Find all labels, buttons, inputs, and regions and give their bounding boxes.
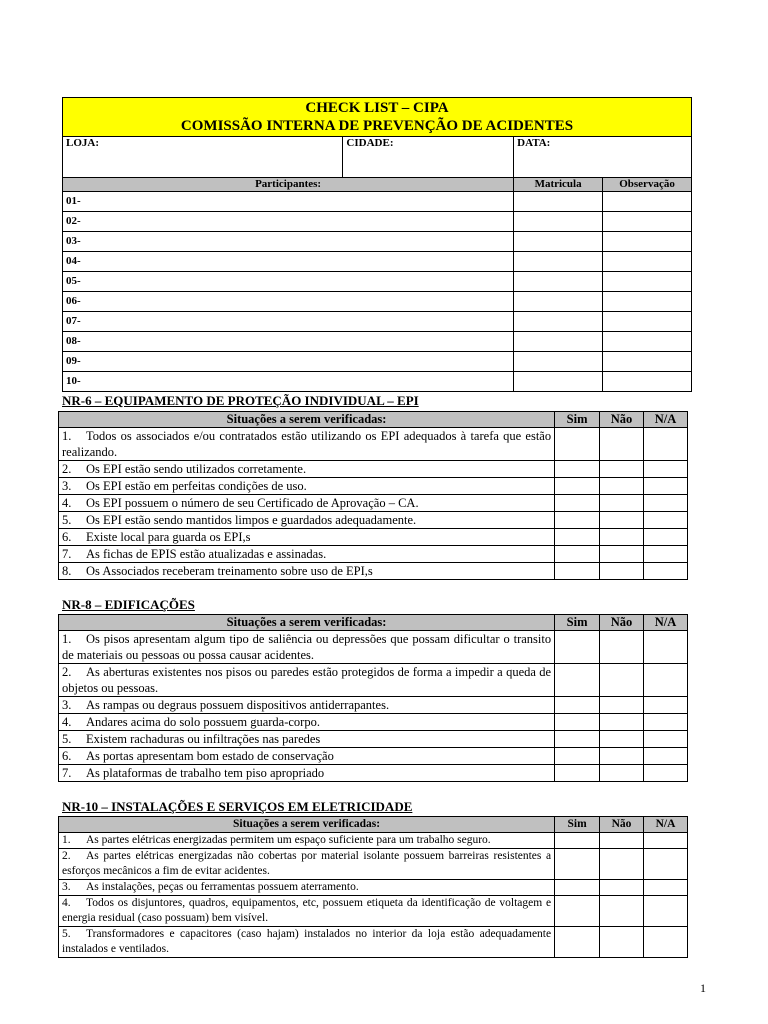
checklist-item <box>59 714 555 731</box>
checklist-item <box>59 631 555 664</box>
participant-number: 05- <box>66 275 81 287</box>
checklist-table-nr8 <box>58 614 688 782</box>
item-number: 7. <box>62 766 72 780</box>
checklist-row <box>59 428 688 461</box>
participant-name-field[interactable] <box>63 372 514 392</box>
checklist-row <box>59 697 688 714</box>
checklist-item <box>59 512 555 529</box>
item-number: 5. <box>62 513 72 527</box>
sim-cell[interactable] <box>555 563 600 580</box>
checklist-row <box>59 478 688 495</box>
participant-row <box>63 252 692 272</box>
observacao-field[interactable] <box>603 292 692 312</box>
checklist-row <box>59 748 688 765</box>
item-text: As fichas de EPIS estão atualizadas e assinadas. <box>86 547 327 561</box>
sim-cell[interactable] <box>555 428 600 461</box>
checklist-row <box>59 849 688 880</box>
item-text: Existem rachaduras ou infiltrações nas paredes <box>86 732 321 746</box>
sim-cell[interactable] <box>555 664 600 697</box>
checklist-table-nr10 <box>58 816 688 958</box>
observacao-header: Observação <box>603 178 692 192</box>
item-text: Os EPI estão sendo utilizados corretamente. <box>86 462 307 476</box>
na-cell[interactable] <box>644 748 688 765</box>
na-cell[interactable] <box>644 880 688 896</box>
item-number: 3. <box>62 881 71 893</box>
nao-cell[interactable] <box>600 478 644 495</box>
checklist-item <box>59 748 555 765</box>
sim-cell[interactable] <box>555 697 600 714</box>
item-text: As aberturas existentes nos pisos ou paredes estão protegidos de forma a impedir a queda de objetos ou pessoas. <box>62 665 552 695</box>
checklist-item <box>59 428 555 461</box>
sim-cell[interactable] <box>555 714 600 731</box>
section-heading-nr6: NR-6 – EQUIPAMENTO DE PROTEÇÃO INDIVIDUAL – EPI <box>62 393 419 408</box>
sim-cell[interactable] <box>555 896 600 927</box>
nao-header: Não <box>600 615 644 631</box>
na-cell[interactable] <box>644 546 688 563</box>
sim-cell[interactable] <box>555 833 600 849</box>
item-number: 7. <box>62 547 72 561</box>
na-cell[interactable] <box>644 849 688 880</box>
participants-list <box>63 192 692 392</box>
title-line-2: COMISSÃO INTERNA DE PREVENÇÃO DE ACIDENTES <box>180 118 574 134</box>
checklist-item <box>59 529 555 546</box>
participant-row <box>63 192 692 212</box>
sim-cell[interactable] <box>555 849 600 880</box>
participant-row <box>63 292 692 312</box>
na-cell[interactable] <box>644 833 688 849</box>
checklist-item <box>59 461 555 478</box>
checklist-row <box>59 664 688 697</box>
nao-header: Não <box>600 412 644 428</box>
na-header: N/A <box>644 615 688 631</box>
nao-cell[interactable] <box>600 731 644 748</box>
participant-number: 10- <box>66 375 81 387</box>
participant-name-field[interactable] <box>63 232 514 252</box>
checklist-row <box>59 765 688 782</box>
checklist-item <box>59 833 555 849</box>
observacao-field[interactable] <box>603 332 692 352</box>
item-text: As rampas ou degraus possuem dispositivos antiderrapantes. <box>86 698 390 712</box>
situacoes-header: Situações a serem verificadas: <box>59 817 555 833</box>
participant-name-field[interactable] <box>63 332 514 352</box>
matricula-field[interactable] <box>514 312 603 332</box>
na-cell[interactable] <box>644 631 688 664</box>
participant-number: 07- <box>66 315 81 327</box>
nao-cell[interactable] <box>600 748 644 765</box>
item-number: 4. <box>62 496 72 510</box>
checklist-items-nr8 <box>59 631 688 782</box>
participant-row <box>63 212 692 232</box>
matricula-field[interactable] <box>514 292 603 312</box>
na-cell[interactable] <box>644 529 688 546</box>
na-cell[interactable] <box>644 478 688 495</box>
participant-name-field[interactable] <box>63 212 514 232</box>
checklist-row <box>59 546 688 563</box>
checklist-row <box>59 495 688 512</box>
item-number: 3. <box>62 479 72 493</box>
checklist-row <box>59 529 688 546</box>
sim-cell[interactable] <box>555 631 600 664</box>
item-number: 2. <box>62 462 72 476</box>
nao-cell[interactable] <box>600 631 644 664</box>
observacao-field[interactable] <box>603 352 692 372</box>
item-number: 5. <box>62 928 71 940</box>
checklist-row <box>59 927 688 958</box>
sim-cell[interactable] <box>555 546 600 563</box>
nao-cell[interactable] <box>600 546 644 563</box>
na-cell[interactable] <box>644 563 688 580</box>
participant-row <box>63 232 692 252</box>
checklist-item <box>59 664 555 697</box>
participant-row <box>63 312 692 332</box>
na-cell[interactable] <box>644 765 688 782</box>
item-text: As partes elétricas energizadas não cobertas por material isolante possuem barreiras resistentes a esforços mecânicos a fim de evitar acidentes. <box>62 850 552 877</box>
na-header: N/A <box>644 817 688 833</box>
participant-name-field[interactable] <box>63 292 514 312</box>
na-cell[interactable] <box>644 461 688 478</box>
observacao-field[interactable] <box>603 212 692 232</box>
na-cell[interactable] <box>644 697 688 714</box>
item-number: 4. <box>62 897 71 909</box>
item-text: Os pisos apresentam algum tipo de saliência ou depressões que possam dificultar o transito de materiais ou pessoas ou possa causar acidentes. <box>62 632 552 662</box>
na-cell[interactable] <box>644 714 688 731</box>
nao-cell[interactable] <box>600 512 644 529</box>
data-field[interactable] <box>514 137 692 178</box>
nao-cell[interactable] <box>600 896 644 927</box>
item-number: 4. <box>62 715 72 729</box>
item-number: 1. <box>62 429 72 443</box>
item-text: Todos os associados e/ou contratados estão utilizando os EPI adequados à tarefa que estão realizando. <box>62 429 552 459</box>
item-text: As plataformas de trabalho tem piso apropriado <box>86 766 325 780</box>
sim-cell[interactable] <box>555 765 600 782</box>
page-number: 1 <box>700 981 706 995</box>
nao-cell[interactable] <box>600 927 644 958</box>
na-cell[interactable] <box>644 495 688 512</box>
checklist-item <box>59 880 555 896</box>
matricula-field[interactable] <box>514 352 603 372</box>
checklist-item <box>59 765 555 782</box>
item-number: 5. <box>62 732 72 746</box>
matricula-field[interactable] <box>514 252 603 272</box>
sim-cell[interactable] <box>555 529 600 546</box>
situacoes-header: Situações a serem verificadas: <box>59 412 555 428</box>
matricula-field[interactable] <box>514 192 603 212</box>
participant-row <box>63 352 692 372</box>
sim-cell[interactable] <box>555 927 600 958</box>
checklist-item <box>59 563 555 580</box>
loja-field[interactable] <box>63 137 343 178</box>
form-title <box>63 98 692 137</box>
checklist-item <box>59 697 555 714</box>
item-number: 8. <box>62 564 72 578</box>
participant-number: 03- <box>66 235 81 247</box>
checklist-item <box>59 495 555 512</box>
sim-cell[interactable] <box>555 495 600 512</box>
participant-name-field[interactable] <box>63 192 514 212</box>
data-label: DATA: <box>517 137 551 149</box>
sim-cell[interactable] <box>555 880 600 896</box>
sim-header: Sim <box>555 817 600 833</box>
checklist-item <box>59 731 555 748</box>
nao-cell[interactable] <box>600 765 644 782</box>
na-cell[interactable] <box>644 927 688 958</box>
sim-cell[interactable] <box>555 731 600 748</box>
item-number: 1. <box>62 834 71 846</box>
matricula-field[interactable] <box>514 332 603 352</box>
participantes-header: Participantes: <box>63 178 514 192</box>
checklist-row <box>59 631 688 664</box>
participant-number: 06- <box>66 295 81 307</box>
section-heading-nr8: NR-8 – EDIFICAÇÕES <box>62 597 195 612</box>
sim-cell[interactable] <box>555 461 600 478</box>
title-line-1: CHECK LIST – CIPA <box>305 100 449 116</box>
header-table <box>62 97 692 392</box>
participant-number: 01- <box>66 195 81 207</box>
item-text: As instalações, peças ou ferramentas possuem aterramento. <box>86 881 359 893</box>
participant-number: 02- <box>66 215 81 227</box>
sim-header: Sim <box>555 412 600 428</box>
observacao-field[interactable] <box>603 272 692 292</box>
checklist-row <box>59 563 688 580</box>
participant-number: 08- <box>66 335 81 347</box>
participant-row <box>63 272 692 292</box>
observacao-field[interactable] <box>603 372 692 392</box>
cidade-label: CIDADE: <box>346 137 394 149</box>
nao-cell[interactable] <box>600 461 644 478</box>
matricula-field[interactable] <box>514 232 603 252</box>
nao-cell[interactable] <box>600 697 644 714</box>
item-text: Andares acima do solo possuem guarda-corpo. <box>86 715 320 729</box>
observacao-field[interactable] <box>603 192 692 212</box>
participant-name-field[interactable] <box>63 252 514 272</box>
nao-cell[interactable] <box>600 428 644 461</box>
checklist-item <box>59 546 555 563</box>
checklist-row <box>59 714 688 731</box>
sim-cell[interactable] <box>555 512 600 529</box>
checklist-table-nr6 <box>58 411 688 580</box>
observacao-field[interactable] <box>603 312 692 332</box>
participant-row <box>63 372 692 392</box>
loja-label: LOJA: <box>66 137 99 149</box>
sim-cell[interactable] <box>555 748 600 765</box>
participant-name-field[interactable] <box>63 272 514 292</box>
item-text: As portas apresentam bom estado de conservação <box>86 749 334 763</box>
na-cell[interactable] <box>644 731 688 748</box>
checklist-row <box>59 731 688 748</box>
nao-cell[interactable] <box>600 529 644 546</box>
item-text: Os EPI possuem o número de seu Certificado de Aprovação – CA. <box>86 496 419 510</box>
item-text: Os Associados receberam treinamento sobre uso de EPI,s <box>86 564 373 578</box>
nao-cell[interactable] <box>600 495 644 512</box>
participant-name-field[interactable] <box>63 352 514 372</box>
item-number: 1. <box>62 632 72 646</box>
checklist-item <box>59 478 555 495</box>
item-number: 3. <box>62 698 72 712</box>
sim-header: Sim <box>555 615 600 631</box>
na-header: N/A <box>644 412 688 428</box>
checklist-row <box>59 833 688 849</box>
matricula-field[interactable] <box>514 212 603 232</box>
participant-number: 04- <box>66 255 81 267</box>
na-cell[interactable] <box>644 428 688 461</box>
checklist-items-nr10 <box>59 833 688 958</box>
na-cell[interactable] <box>644 664 688 697</box>
participant-row <box>63 332 692 352</box>
nao-cell[interactable] <box>600 849 644 880</box>
nao-cell[interactable] <box>600 563 644 580</box>
matricula-field[interactable] <box>514 272 603 292</box>
item-number: 6. <box>62 530 72 544</box>
matricula-field[interactable] <box>514 372 603 392</box>
matricula-header: Matricula <box>514 178 603 192</box>
item-number: 2. <box>62 850 71 862</box>
situacoes-header: Situações a serem verificadas: <box>59 615 555 631</box>
section-heading-nr10: NR-10 – INSTALAÇÕES E SERVIÇOS EM ELETRICIDADE <box>62 799 413 814</box>
checklist-row <box>59 896 688 927</box>
item-text: Transformadores e capacitores (caso hajam) instalados no interior da loja estão adequadamente instalados e ventilados. <box>62 928 552 955</box>
item-number: 6. <box>62 749 72 763</box>
nao-cell[interactable] <box>600 880 644 896</box>
checklist-item <box>59 927 555 958</box>
item-text: Existe local para guarda os EPI,s <box>86 530 251 544</box>
participant-name-field[interactable] <box>63 312 514 332</box>
observacao-field[interactable] <box>603 252 692 272</box>
cidade-field[interactable] <box>343 137 514 178</box>
nao-cell[interactable] <box>600 714 644 731</box>
item-text: Os EPI estão sendo mantidos limpos e guardados adequadamente. <box>86 513 417 527</box>
item-number: 2. <box>62 665 72 679</box>
participant-number: 09- <box>66 355 81 367</box>
na-cell[interactable] <box>644 896 688 927</box>
checklist-row <box>59 512 688 529</box>
checklist-item <box>59 896 555 927</box>
nao-header: Não <box>600 817 644 833</box>
nao-cell[interactable] <box>600 664 644 697</box>
item-text: As partes elétricas energizadas permitem um espaço suficiente para um trabalho seguro. <box>86 834 491 846</box>
checklist-row <box>59 461 688 478</box>
sim-cell[interactable] <box>555 478 600 495</box>
item-text: Os EPI estão em perfeitas condições de uso. <box>86 479 307 493</box>
checklist-items-nr6 <box>59 428 688 580</box>
checklist-item <box>59 849 555 880</box>
checklist-row <box>59 880 688 896</box>
nao-cell[interactable] <box>600 833 644 849</box>
na-cell[interactable] <box>644 512 688 529</box>
item-text: Todos os disjuntores, quadros, equipamentos, etc, possuem etiqueta da identificação de voltagem e energia residual (caso possuam) bem visível. <box>62 897 552 924</box>
observacao-field[interactable] <box>603 232 692 252</box>
